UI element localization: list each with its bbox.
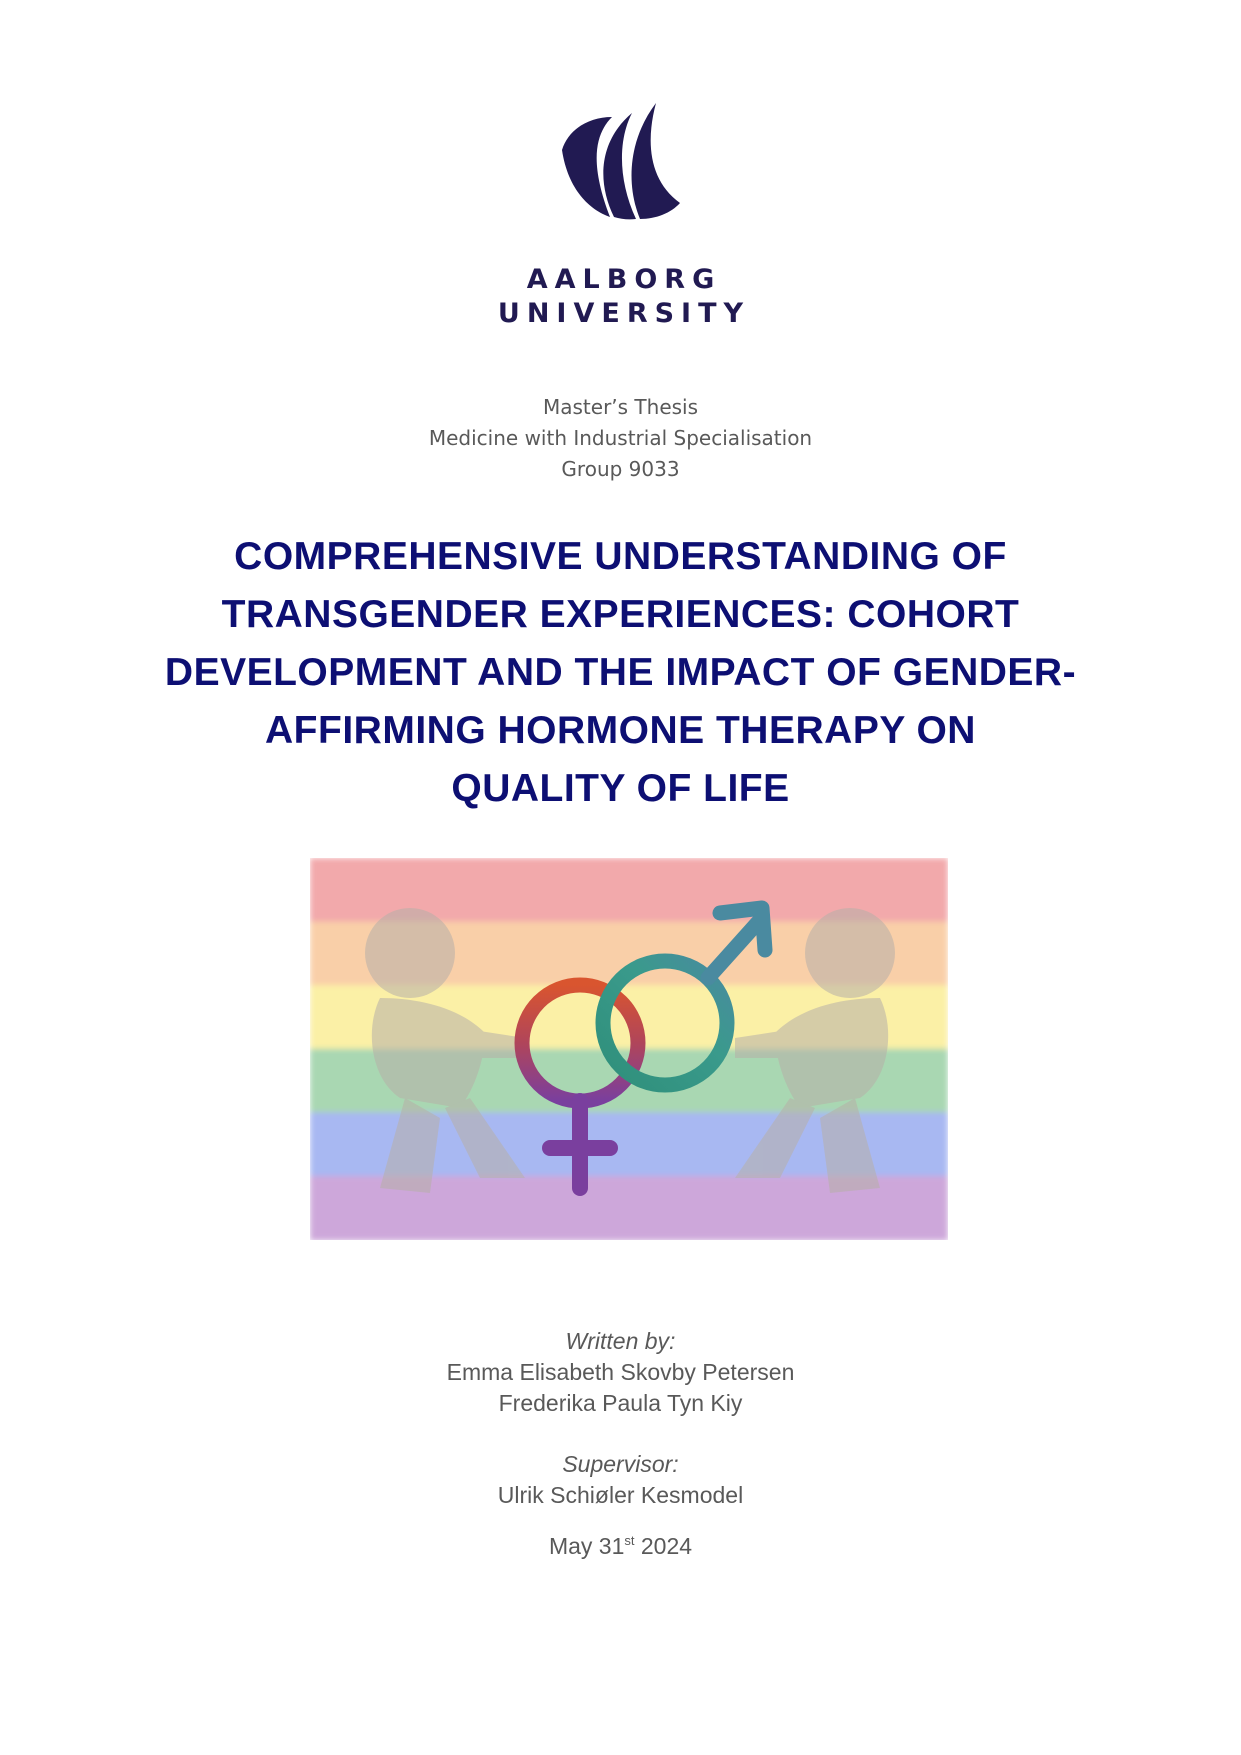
credits (0, 1326, 1241, 1562)
title-line-3: DEVELOPMENT AND THE IMPACT OF GENDER- (164, 651, 1077, 694)
submission-date (0, 1525, 1241, 1562)
thesis-title (90, 528, 1151, 818)
thesis-info (0, 392, 1241, 485)
written-by-label: Written by: (565, 1328, 676, 1354)
supervisor-label: Supervisor: (562, 1451, 679, 1477)
author-1: Emma Elisabeth Skovby Petersen (446, 1359, 795, 1385)
supervisor-name: Ulrik Schiøler Kesmodel (497, 1482, 744, 1508)
date-year: 2024 (640, 1533, 693, 1559)
university-name (0, 263, 1241, 331)
university-logo (0, 95, 1241, 331)
aalborg-university-waves-icon (556, 95, 686, 225)
university-name-line2: UNIVERSITY (497, 298, 751, 329)
title-line-2: TRANSGENDER EXPERIENCES: COHORT (221, 593, 1020, 636)
cover-illustration (310, 858, 948, 1240)
title-line-4: AFFIRMING HORMONE THERAPY ON (265, 709, 976, 752)
thesis-type: Master’s Thesis (542, 395, 699, 419)
thesis-group: Group 9033 (561, 457, 680, 481)
author-2: Frederika Paula Tyn Kiy (498, 1390, 743, 1416)
university-name-line1: AALBORG (526, 264, 722, 295)
rainbow-flag-gender-symbols-illustration (310, 858, 948, 1240)
date-prefix: May 31 (548, 1533, 625, 1559)
title-line-1: COMPREHENSIVE UNDERSTANDING OF (234, 535, 1007, 578)
date-suffix: st (624, 1533, 635, 1548)
title-line-5: QUALITY OF LIFE (451, 767, 790, 810)
thesis-programme: Medicine with Industrial Specialisation (428, 426, 813, 450)
